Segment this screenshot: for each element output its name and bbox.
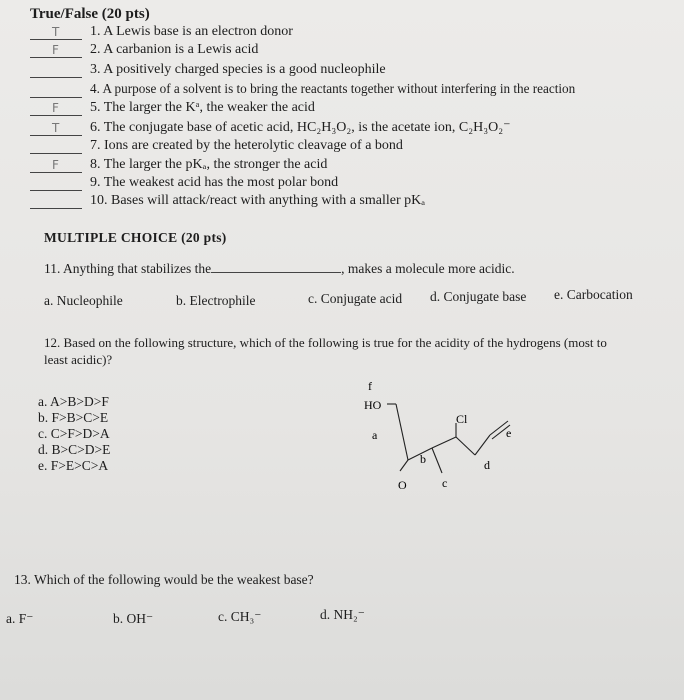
tf-answer-blank[interactable] <box>30 25 82 40</box>
tf-answer: T <box>52 121 60 135</box>
tf-statement: 3. A positively charged species is a good nucleophile <box>90 62 386 77</box>
tf-item <box>30 81 575 99</box>
tf-statement: 1. A Lewis base is an electron donor <box>90 24 293 39</box>
q11-choice-b[interactable]: b. Electrophile <box>176 293 256 308</box>
tf-answer-blank[interactable] <box>30 121 82 136</box>
tf-item <box>30 100 315 118</box>
tf-answer-blank[interactable] <box>30 101 82 116</box>
q13-choice-b[interactable]: b. OH⁻ <box>113 611 154 626</box>
tf-answer: F <box>52 101 59 115</box>
label-o: O <box>398 478 407 492</box>
tf-answer-blank[interactable] <box>30 43 82 58</box>
tf-item <box>30 24 293 42</box>
label-f: f <box>368 379 372 393</box>
tf-item <box>30 193 425 211</box>
label-a: a <box>372 428 378 442</box>
tf-item <box>30 42 258 60</box>
tf-statement: 5. The larger the Kᵃ, the weaker the acid <box>90 100 315 115</box>
question-11 <box>44 260 515 277</box>
q11-choice-a[interactable]: a. Nucleophile <box>44 293 123 308</box>
label-b: b <box>420 452 426 466</box>
tf-answer-blank[interactable] <box>30 83 82 98</box>
tf-answer-blank[interactable] <box>30 194 82 209</box>
label-ho: HO <box>364 398 382 412</box>
q12-choice-c[interactable]: c. C>F>D>A <box>38 426 110 441</box>
tf-item <box>30 175 338 193</box>
tf-statement: 8. The larger the pKₐ, the stronger the acid <box>90 157 328 172</box>
tf-statement: 10. Bases will attack/react with anything with a smaller pKₐ <box>90 193 426 208</box>
molecule-structure <box>350 375 540 495</box>
q13-choice-d[interactable]: d. NH₂⁻ <box>320 607 365 622</box>
tf-answer-blank[interactable] <box>30 158 82 173</box>
tf-statement: 9. The weakest acid has the most polar bond <box>90 175 339 190</box>
q12-choice-b[interactable]: b. F>B>C>E <box>38 410 109 425</box>
tf-answer: F <box>52 158 59 172</box>
q11-blank[interactable] <box>211 260 341 273</box>
q12-choice-d[interactable]: d. B>C>D>E <box>38 442 111 457</box>
tf-item <box>30 157 327 175</box>
tf-answer: F <box>52 43 59 57</box>
q12-choice-a[interactable]: a. A>B>D>F <box>38 394 109 409</box>
tf-title: True/False (20 pts) <box>30 6 150 22</box>
q11-text-a: 11. Anything that stabilizes the <box>44 261 212 276</box>
tf-item <box>30 62 386 80</box>
question-12-line1: 12. Based on the following structure, which of the following is true for the acidity of the hydrogens (most to <box>44 335 607 350</box>
tf-answer-blank[interactable] <box>30 139 82 154</box>
tf-answer-blank[interactable] <box>30 176 82 191</box>
tf-statement: 4. A purpose of a solvent is to bring the reactants together without interfering in the reaction <box>90 81 576 96</box>
q13-choice-a[interactable]: a. F⁻ <box>6 611 34 626</box>
question-13: 13. Which of the following would be the weakest base? <box>14 572 314 587</box>
tf-item <box>30 138 403 156</box>
q11-choice-d[interactable]: d. Conjugate base <box>430 289 527 304</box>
tf-statement: 7. Ions are created by the heterolytic cleavage of a bond <box>90 138 403 153</box>
label-d: d <box>484 458 490 472</box>
mc-title: MULTIPLE CHOICE (20 pts) <box>44 230 227 245</box>
q12-choice-e[interactable]: e. F>E>C>A <box>38 458 109 473</box>
tf-item <box>30 119 511 137</box>
question-12-line2: least acidic)? <box>44 352 113 367</box>
tf-answer-blank[interactable] <box>30 63 82 78</box>
tf-statement: 2. A carbanion is a Lewis acid <box>90 42 259 57</box>
tf-answer: T <box>52 25 60 39</box>
q13-choice-c[interactable]: c. CH₃⁻ <box>218 609 262 624</box>
q11-choice-e[interactable]: e. Carbocation <box>554 287 633 302</box>
label-c: c <box>442 476 448 490</box>
tf-statement: 6. The conjugate base of acetic acid, HC₂H₃O₂, is the acetate ion, C₂H₃O₂⁻ <box>90 120 511 135</box>
label-e: e <box>506 426 512 440</box>
q11-choice-c[interactable]: c. Conjugate acid <box>308 291 403 306</box>
q11-text-b: , makes a molecule more acidic. <box>341 261 515 276</box>
label-cl: Cl <box>456 412 468 426</box>
